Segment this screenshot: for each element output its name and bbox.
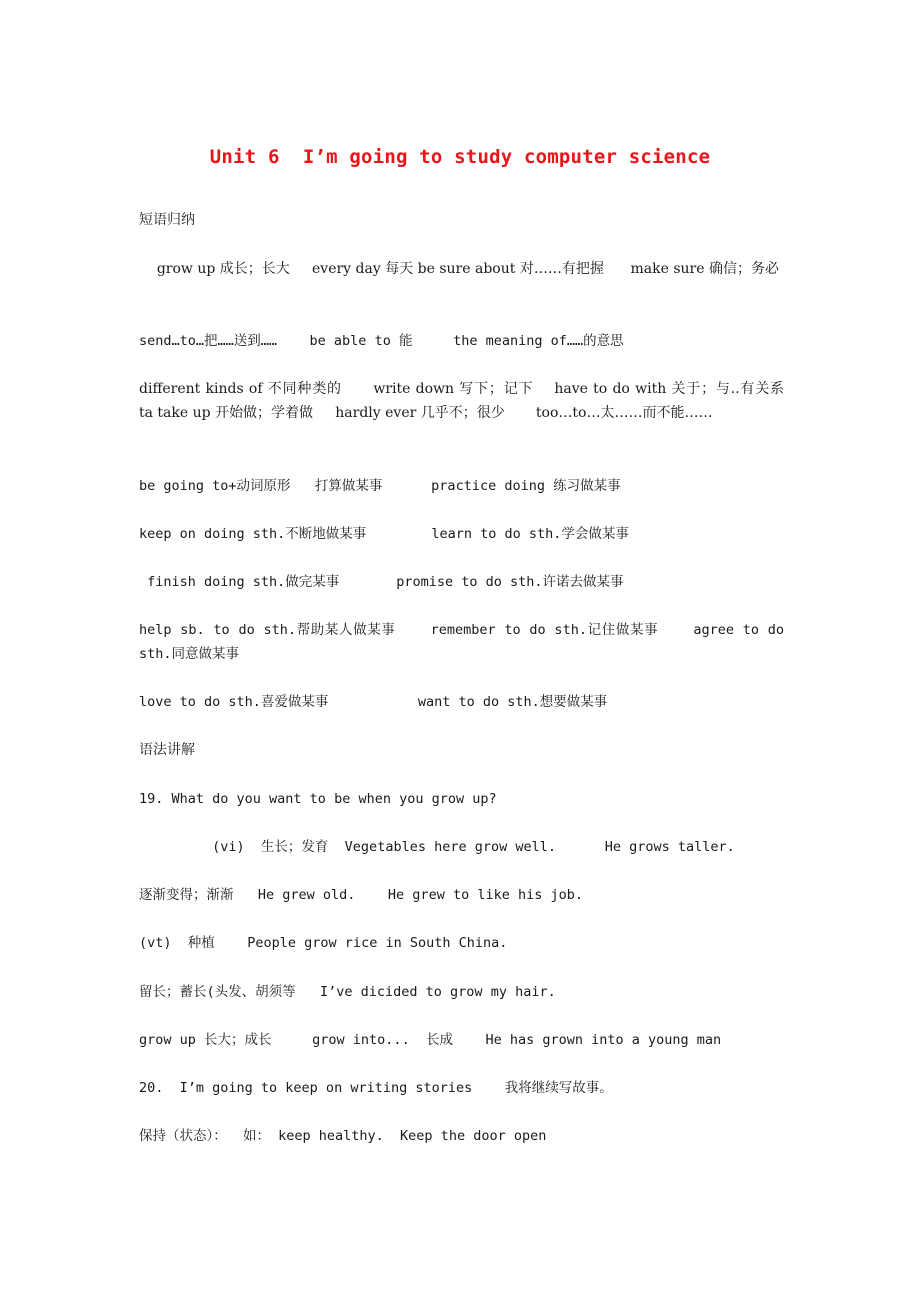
phrase-line-7: help sb. to do sth.帮助某人做某事 remember to do sth.记住做某事 agree to do sth.同意做某事 [139, 622, 793, 662]
grammar-line-grow-up: grow up 长大；成长 grow into... 长成 He has grown into a young man [139, 1032, 722, 1048]
phrase-line-4: be going to+动词原形 打算做某事 practice doing 练习做某事 [139, 478, 621, 494]
section-heading-phrases: 短语归纳 [139, 212, 195, 228]
phrase-line-8: love to do sth.喜爱做某事 want to do sth.想要做某事 [139, 694, 608, 710]
grammar-line-hair: 留长；蓄长(头发、胡须等 I’ve dicided to grow my hair. [139, 984, 556, 1000]
phrase-line-2: send…to…把……送到…… be able to 能 the meaning of……的意思 [139, 333, 624, 349]
grammar-line-vi: (vi) 生长；发育 Vegetables here grow well. He grows taller. [139, 839, 735, 855]
grammar-line-keep: 保持（状态）： 如： keep healthy. Keep the door open [139, 1128, 547, 1144]
phrase-line-5: keep on doing sth.不断地做某事 learn to do sth.学会做某事 [139, 526, 629, 542]
page-title: Unit 6 I’m going to study computer science [209, 146, 711, 168]
phrase-line-6: finish doing sth.做完某事 promise to do sth.许诺去做某事 [139, 574, 624, 590]
section-heading-grammar: 语法讲解 [139, 742, 195, 758]
grammar-line-gradually: 逐渐变得；渐渐 He grew old. He grew to like his job. [139, 887, 583, 903]
grammar-line-vt: (vt) 种植 People grow rice in South China. [139, 935, 508, 951]
phrase-line-1: grow up 成长；长大 every day 每天 be sure about 对……有把握 make sure 确信；务必 [139, 261, 779, 277]
grammar-line-19: 19. What do you want to be when you grow up? [139, 791, 497, 807]
grammar-line-20: 20. I’m going to keep on writing stories 我将继续写故事。 [139, 1080, 613, 1096]
phrase-line-3: different kinds of 不同种类的 write down 写下；记下 have to do with 关于；与..有关系 ta take up 开始做；学着做 hardly ever 几乎不；很少 too…to…太……而不能…… [139, 381, 833, 421]
